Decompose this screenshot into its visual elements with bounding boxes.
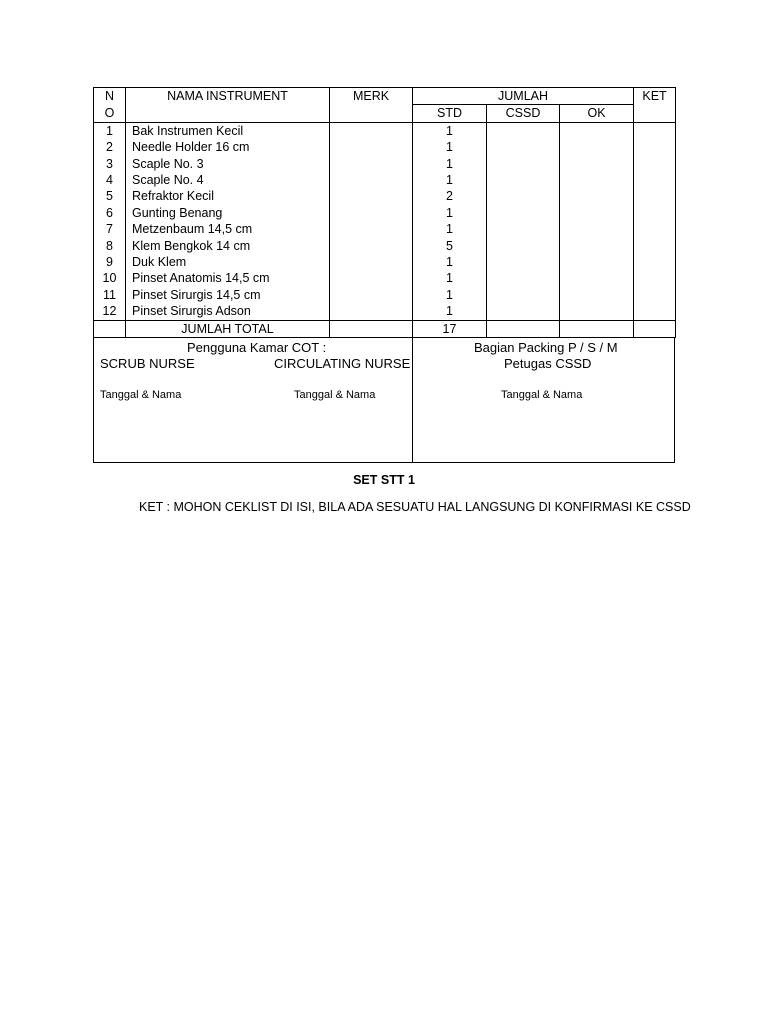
- scrub-date-name-label: Tanggal & Nama: [100, 389, 182, 402]
- instrument-checklist-sheet: [93, 87, 675, 463]
- header-no-line1: N: [94, 88, 126, 105]
- signature-section: [93, 338, 675, 463]
- row-std: 1: [413, 172, 487, 188]
- row-ok-cell: [560, 172, 634, 188]
- row-no: 12: [94, 303, 126, 320]
- row-ket-cell: [634, 188, 676, 204]
- row-ket-cell: [634, 254, 676, 270]
- total-label: JUMLAH TOTAL: [126, 320, 330, 337]
- table-row: [94, 139, 676, 155]
- header-std: STD: [413, 105, 487, 122]
- row-instrument-name: Needle Holder 16 cm: [126, 139, 330, 155]
- row-std: 5: [413, 238, 487, 254]
- row-ok-cell: [560, 238, 634, 254]
- row-instrument-name: Duk Klem: [126, 254, 330, 270]
- row-no: 9: [94, 254, 126, 270]
- row-ok-cell: [560, 156, 634, 172]
- row-no: 8: [94, 238, 126, 254]
- table-row: [94, 156, 676, 172]
- row-std: 1: [413, 139, 487, 155]
- row-cssd-cell: [487, 238, 560, 254]
- row-ket-cell: [634, 221, 676, 237]
- row-cssd-cell: [487, 221, 560, 237]
- header-ket: KET: [634, 88, 676, 105]
- total-merk-cell: [330, 320, 413, 337]
- header-row-top: [94, 88, 676, 105]
- circulating-nurse-label: CIRCULATING NURSE: [274, 356, 411, 372]
- header-nama-instrument: NAMA INSTRUMENT: [126, 88, 330, 105]
- row-merk-cell: [330, 270, 413, 286]
- table-row: [94, 270, 676, 286]
- table-row: [94, 254, 676, 270]
- table-row: [94, 287, 676, 303]
- header-row-bottom: [94, 105, 676, 122]
- row-ket-cell: [634, 156, 676, 172]
- circulating-date-name-label: Tanggal & Nama: [294, 389, 376, 402]
- header-cssd: CSSD: [487, 105, 560, 122]
- row-cssd-cell: [487, 270, 560, 286]
- row-merk-cell: [330, 156, 413, 172]
- row-ok-cell: [560, 270, 634, 286]
- total-ok-cell: [560, 320, 634, 337]
- header-ok: OK: [560, 105, 634, 122]
- row-ket-cell: [634, 172, 676, 188]
- row-ket-cell: [634, 238, 676, 254]
- total-std: 17: [413, 320, 487, 337]
- row-ok-cell: [560, 221, 634, 237]
- row-instrument-name: Pinset Sirurgis 14,5 cm: [126, 287, 330, 303]
- header-jumlah: JUMLAH: [413, 88, 634, 105]
- row-ok-cell: [560, 122, 634, 139]
- row-ok-cell: [560, 205, 634, 221]
- row-merk-cell: [330, 188, 413, 204]
- row-instrument-name: Bak Instrumen Kecil: [126, 122, 330, 139]
- row-std: 1: [413, 122, 487, 139]
- row-merk-cell: [330, 287, 413, 303]
- row-std: 2: [413, 188, 487, 204]
- row-merk-cell: [330, 122, 413, 139]
- row-std: 1: [413, 303, 487, 320]
- table-row: [94, 238, 676, 254]
- table-row: [94, 205, 676, 221]
- header-nama-blank: [126, 105, 330, 122]
- row-no: 4: [94, 172, 126, 188]
- cssd-date-name-label: Tanggal & Nama: [501, 389, 583, 402]
- row-ket-cell: [634, 287, 676, 303]
- row-merk-cell: [330, 172, 413, 188]
- pengguna-kamar-title: Pengguna Kamar COT :: [187, 340, 327, 356]
- row-std: 1: [413, 254, 487, 270]
- row-instrument-name: Pinset Sirurgis Adson: [126, 303, 330, 320]
- row-merk-cell: [330, 139, 413, 155]
- table-row: [94, 122, 676, 139]
- header-merk-blank: [330, 105, 413, 122]
- header-merk: MERK: [330, 88, 413, 105]
- row-ket-cell: [634, 205, 676, 221]
- row-cssd-cell: [487, 205, 560, 221]
- row-no: 5: [94, 188, 126, 204]
- row-merk-cell: [330, 238, 413, 254]
- row-no: 10: [94, 270, 126, 286]
- row-no: 2: [94, 139, 126, 155]
- row-std: 1: [413, 221, 487, 237]
- row-cssd-cell: [487, 254, 560, 270]
- row-instrument-name: Gunting Benang: [126, 205, 330, 221]
- row-cssd-cell: [487, 188, 560, 204]
- row-ok-cell: [560, 287, 634, 303]
- row-cssd-cell: [487, 287, 560, 303]
- table-row: [94, 188, 676, 204]
- row-ok-cell: [560, 139, 634, 155]
- row-no: 7: [94, 221, 126, 237]
- row-ket-cell: [634, 270, 676, 286]
- total-no-cell: [94, 320, 126, 337]
- ket-note: KET : MOHON CEKLIST DI ISI, BILA ADA SESUATU HAL LANGSUNG DI KONFIRMASI KE CSSD: [139, 500, 691, 514]
- row-no: 1: [94, 122, 126, 139]
- row-instrument-name: Refraktor Kecil: [126, 188, 330, 204]
- row-std: 1: [413, 287, 487, 303]
- row-cssd-cell: [487, 172, 560, 188]
- row-merk-cell: [330, 303, 413, 320]
- bagian-packing-title: Bagian Packing P / S / M: [474, 340, 618, 356]
- row-ok-cell: [560, 188, 634, 204]
- row-instrument-name: Pinset Anatomis 14,5 cm: [126, 270, 330, 286]
- petugas-cssd-label: Petugas CSSD: [504, 356, 592, 372]
- row-cssd-cell: [487, 122, 560, 139]
- row-std: 1: [413, 156, 487, 172]
- row-std: 1: [413, 270, 487, 286]
- row-instrument-name: Scaple No. 4: [126, 172, 330, 188]
- table-row: [94, 172, 676, 188]
- instrument-table: [93, 87, 676, 338]
- scrub-nurse-label: SCRUB NURSE: [100, 356, 195, 372]
- row-ket-cell: [634, 139, 676, 155]
- row-merk-cell: [330, 254, 413, 270]
- row-ok-cell: [560, 254, 634, 270]
- total-row: [94, 320, 676, 337]
- row-no: 3: [94, 156, 126, 172]
- row-cssd-cell: [487, 156, 560, 172]
- signature-divider: [412, 338, 413, 462]
- row-merk-cell: [330, 221, 413, 237]
- row-ket-cell: [634, 303, 676, 320]
- header-ket-blank: [634, 105, 676, 122]
- table-row: [94, 303, 676, 320]
- row-std: 1: [413, 205, 487, 221]
- row-ket-cell: [634, 122, 676, 139]
- row-no: 6: [94, 205, 126, 221]
- set-title: SET STT 1: [353, 473, 415, 487]
- row-instrument-name: Klem Bengkok 14 cm: [126, 238, 330, 254]
- row-instrument-name: Scaple No. 3: [126, 156, 330, 172]
- row-cssd-cell: [487, 139, 560, 155]
- header-no-line2: O: [94, 105, 126, 122]
- row-cssd-cell: [487, 303, 560, 320]
- row-no: 11: [94, 287, 126, 303]
- total-cssd-cell: [487, 320, 560, 337]
- total-ket-cell: [634, 320, 676, 337]
- row-ok-cell: [560, 303, 634, 320]
- table-row: [94, 221, 676, 237]
- row-merk-cell: [330, 205, 413, 221]
- row-instrument-name: Metzenbaum 14,5 cm: [126, 221, 330, 237]
